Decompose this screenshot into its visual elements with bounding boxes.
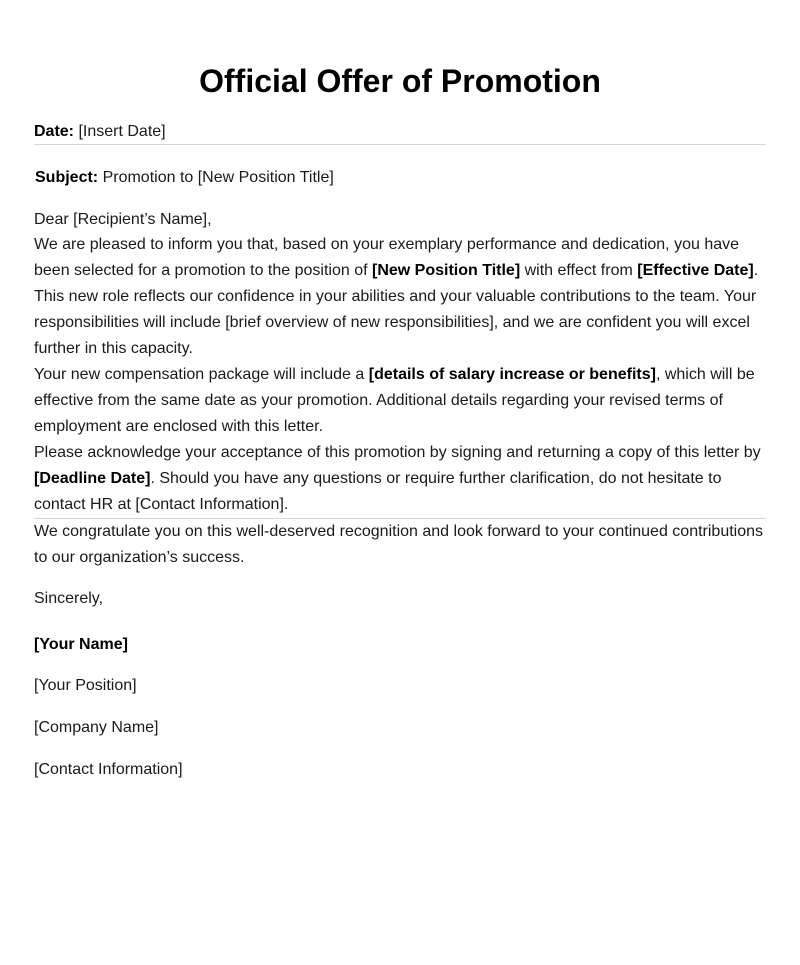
date-line: [34, 120, 766, 144]
p3-text-1: Your new compensation package will include a: [34, 366, 369, 383]
signature-contact: [Contact Information]: [34, 761, 183, 778]
p1-new-position-title: [New Position Title]: [372, 262, 521, 279]
paragraph-promotion-notice: [34, 232, 766, 284]
p2-text: This new role reflects our confidence in your abilities and your valuable contributions to the team. Your responsibilities will include [brief overview of new responsibilities], and we are confident you will excel further in this capacity.: [34, 288, 757, 357]
paragraph-new-role: [34, 284, 766, 362]
salutation: Dear [Recipient’s Name],: [34, 211, 212, 228]
p3-text-2: , which will be effective from the same date as your promotion. Additional details regarding your revised terms of employment are enclosed with this letter.: [34, 366, 755, 435]
p1-effective-date: [Effective Date]: [637, 262, 754, 279]
signature-name: [Your Name]: [34, 636, 128, 653]
p5-text: We congratulate you on this well-deserved recognition and look forward to your continued contributions to our organization’s success.: [34, 523, 764, 566]
p1-text-2: with effect from: [520, 262, 638, 279]
signature-position: [Your Position]: [34, 677, 137, 694]
p4-text-1: Please acknowledge your acceptance of this promotion by signing and returning a copy of this letter by: [34, 444, 761, 461]
subject-label: Subject:: [35, 169, 99, 186]
signoff: Sincerely,: [34, 590, 104, 607]
p4-deadline-date: [Deadline Date]: [34, 470, 151, 487]
p1-text-1: We are pleased to inform you that, based on your exemplary performance and dedication, you have been selected for a promotion to the position of: [34, 236, 740, 279]
p3-salary-details: [details of salary increase or benefits]: [368, 366, 656, 383]
p4-text-2: . Should you have any questions or require further clarification, do not hesitate to contact HR at [Contact Information].: [34, 470, 722, 513]
subject-value: Promotion to [New Position Title]: [98, 169, 334, 186]
date-label: Date:: [34, 123, 75, 140]
paragraph-acknowledgement: [34, 440, 766, 518]
date-value: [Insert Date]: [74, 123, 166, 140]
p1-text-3: .: [753, 262, 759, 279]
paragraph-congratulations: [34, 519, 766, 571]
subject-line: [34, 166, 766, 190]
divider-top: [34, 144, 766, 145]
signature-company: [Company Name]: [34, 719, 159, 736]
document-title: Official Offer of Promotion: [199, 63, 601, 99]
paragraph-compensation: [34, 362, 766, 440]
